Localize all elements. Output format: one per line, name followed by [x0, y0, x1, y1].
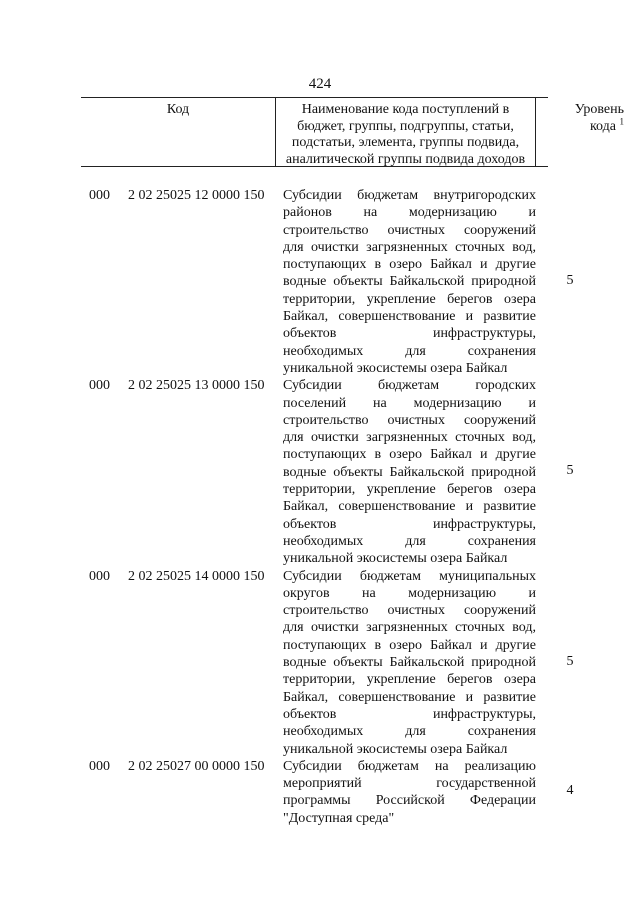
header-name-line: подстатьи, элемента, группы подвида, — [291, 135, 520, 150]
code-level: 5 — [566, 653, 574, 669]
header-level-line: Уровень — [574, 102, 624, 117]
revenue-code: 2 02 25025 13 0000 150 — [128, 378, 265, 394]
header-level-word: кода — [589, 118, 616, 134]
revenue-name-line: объектов инфраструктуры, — [283, 706, 536, 722]
revenue-name-line: водные объекты Байкальской природной — [283, 274, 536, 290]
revenue-name-line: поступающих в озеро Байкал и другие — [283, 447, 536, 463]
revenue-name-line: программы Российской Федерации — [283, 793, 536, 809]
revenue-name-line: территории, укрепление берегов озера — [283, 482, 536, 498]
revenue-name-line: уникальной экосистемы озера Байкал — [283, 551, 508, 567]
revenue-name-line: уникальной экосистемы озера Байкал — [283, 741, 508, 757]
revenue-name-line: уникальной экосистемы озера Байкал — [283, 360, 508, 376]
header-level — [536, 98, 626, 166]
revenue-name-line: Субсидии бюджетам городских — [283, 378, 536, 394]
revenue-name — [283, 758, 536, 827]
revenue-name-line: поступающих в озеро Байкал и другие — [283, 637, 536, 653]
page-number: 424 — [308, 76, 332, 92]
revenue-name-line: территории, укрепление берегов озера — [283, 672, 536, 688]
header-level-line — [536, 115, 624, 136]
revenue-name-line: Байкал, совершенствование и развитие — [283, 499, 536, 515]
revenue-name — [283, 377, 536, 567]
revenue-name-line: необходимых для сохранения — [283, 533, 536, 549]
revenue-name-line: поселений на модернизацию и — [283, 395, 536, 411]
revenue-name-line: необходимых для сохранения — [283, 724, 536, 740]
revenue-name — [283, 568, 536, 758]
header-name — [275, 98, 536, 166]
revenue-code: 2 02 25025 12 0000 150 — [128, 188, 265, 203]
revenue-name-line: строительство очистных сооружений — [283, 412, 536, 428]
revenue-name-line: Субсидии бюджетам внутригородских — [283, 188, 536, 203]
admin-code: 000 — [89, 378, 110, 394]
header-code: Код — [166, 102, 190, 117]
revenue-name-line: Байкал, совершенствование и развитие — [283, 309, 536, 325]
header-name-line: аналитической группы подвида доходов — [285, 151, 526, 167]
header-name-line: Наименование кода поступлений в — [301, 102, 510, 117]
revenue-name-line: необходимых для сохранения — [283, 343, 536, 359]
revenue-code: 2 02 25025 14 0000 150 — [128, 568, 265, 584]
revenue-name-line: водные объекты Байкальской природной — [283, 655, 536, 671]
revenue-name-line: Субсидии бюджетам на реализацию — [283, 758, 536, 774]
revenue-name-line: "Доступная среда" — [283, 810, 395, 826]
header-name-line: бюджет, группы, подгруппы, статьи, — [297, 118, 514, 134]
revenue-name-line: водные объекты Байкальской природной — [283, 464, 536, 480]
admin-code: 000 — [89, 188, 110, 203]
revenue-name — [283, 187, 536, 377]
revenue-name-line: для очистки загрязненных сточных вод, — [283, 430, 536, 446]
footnote-marker: 1 — [619, 115, 624, 126]
revenue-name-line: Субсидии бюджетам муниципальных — [283, 568, 536, 584]
code-level: 5 — [566, 273, 574, 289]
revenue-code: 2 02 25027 00 0000 150 — [128, 758, 265, 774]
revenue-name-line: строительство очистных сооружений — [283, 222, 536, 238]
revenue-name-line: для очистки загрязненных сточных вод, — [283, 239, 536, 255]
revenue-name-line: округов на модернизацию и — [283, 585, 536, 601]
revenue-name-line: объектов инфраструктуры, — [283, 326, 536, 342]
code-level: 4 — [566, 783, 574, 799]
revenue-name-line: Байкал, совершенствование и развитие — [283, 689, 536, 705]
revenue-name-line: строительство очистных сооружений — [283, 603, 536, 619]
revenue-name-line: территории, укрепление берегов озера — [283, 291, 536, 307]
revenue-name-line: мероприятий государственной — [283, 776, 536, 792]
revenue-name-line: для очистки загрязненных сточных вод, — [283, 620, 536, 636]
revenue-name-line: поступающих в озеро Байкал и другие — [283, 257, 536, 273]
table-header — [81, 97, 624, 167]
admin-code: 000 — [89, 758, 110, 774]
revenue-name-line: районов на модернизацию и — [283, 205, 536, 221]
revenue-name-line: объектов инфраструктуры, — [283, 516, 536, 532]
code-level: 5 — [566, 463, 574, 479]
admin-code: 000 — [89, 568, 110, 584]
